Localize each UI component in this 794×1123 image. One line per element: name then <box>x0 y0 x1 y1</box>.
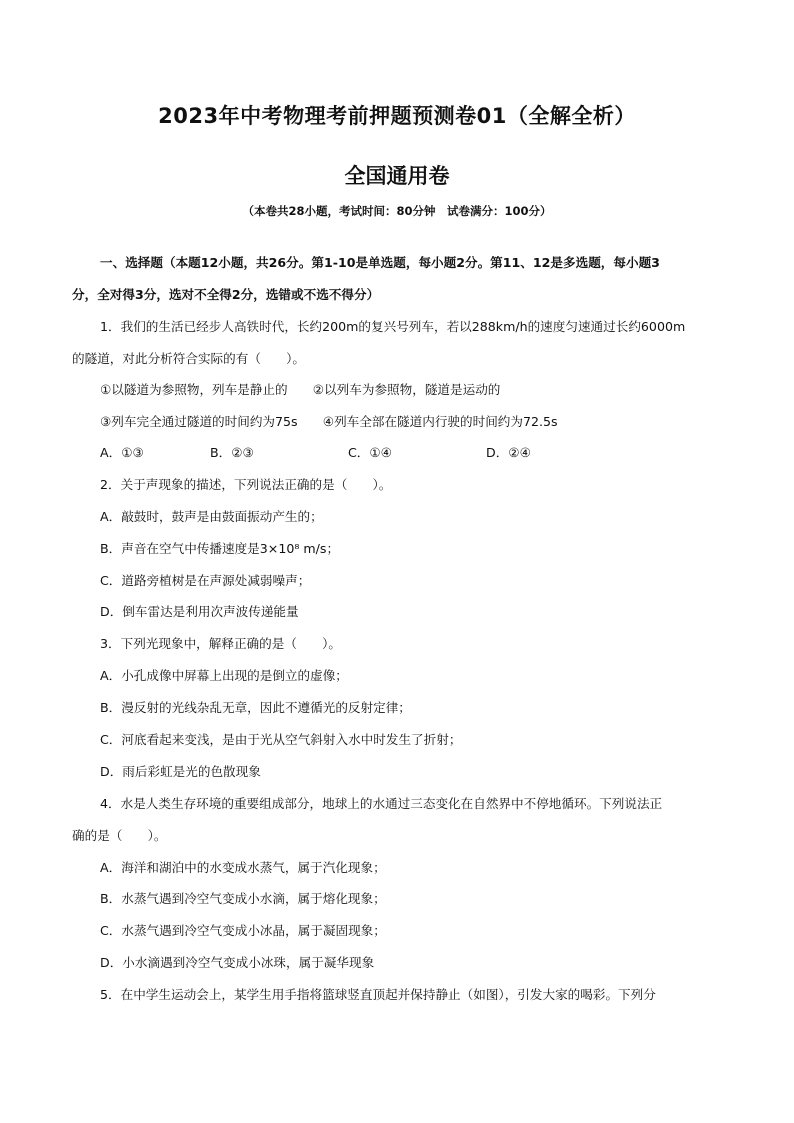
exam-info: （本卷共28小题，考试时间：80分钟 试卷满分：100分） <box>242 204 552 218</box>
option-c: C．①④ <box>348 445 392 460</box>
question-1-statements-2: ③列车完全通过隧道的时间约为75s ④列车全部在隧道内行驶的时间约为72.5s <box>100 414 558 429</box>
option-b: B．②③ <box>210 445 254 460</box>
question-4-option-a: A．海洋和湖泊中的水变成水蒸气，属于汽化现象； <box>100 860 386 875</box>
section-heading-line2: 分，全对得3分，选对不全得2分，选错或不选不得分） <box>72 287 380 302</box>
question-1-stem: 1．我们的生活已经步人高铁时代，长约200m的复兴号列车，若以288km/h的速度匀速通过长约6000m <box>100 319 686 334</box>
question-3-option-d: D．雨后彩虹是光的色散现象 <box>100 764 261 779</box>
page-subtitle: 全国通用卷 <box>344 164 450 188</box>
question-2-option-b: B．声音在空气中传播速度是3×10⁸ m/s； <box>100 541 340 556</box>
question-2-option-d: D．倒车雷达是利用次声波传递能量 <box>100 604 299 619</box>
question-3-stem: 3．下列光现象中，解释正确的是（ ）。 <box>100 636 341 651</box>
page-title: 2023年中考物理考前押题预测卷01（全解全析） <box>158 104 636 128</box>
option-a: A．①③ <box>100 445 144 460</box>
question-4-option-b: B．水蒸气遇到冷空气变成小水滴，属于熔化现象； <box>100 891 386 906</box>
question-3-option-a: A．小孔成像中屏幕上出现的是倒立的虚像； <box>100 668 348 683</box>
question-4-stem-cont: 确的是（ ）。 <box>72 828 167 843</box>
question-1-options <box>100 442 700 460</box>
question-4-option-d: D．小水滴遇到冷空气变成小冰珠，属于凝华现象 <box>100 955 375 970</box>
question-1-statements-1: ①以隧道为参照物，列车是静止的 ②以列车为参照物，隧道是运动的 <box>100 382 501 397</box>
question-2-option-a: A．敲鼓时，鼓声是由鼓面振动产生的； <box>100 509 323 524</box>
section-heading-line1: 一、选择题（本题12小题，共26分。第1-10是单选题，每小题2分。第11、12是多选题，每小题3 <box>100 255 660 270</box>
question-3-option-c: C．河底看起来变浅，是由于光从空气斜射入水中时发生了折射； <box>100 732 462 747</box>
question-4-stem: 4．水是人类生存环境的重要组成部分，地球上的水通过三态变化在自然界中不停地循环。下列说法正 <box>100 796 663 811</box>
question-3-option-b: B．漫反射的光线杂乱无章，因此不遵循光的反射定律； <box>100 700 411 715</box>
question-5-stem: 5．在中学生运动会上，某学生用手指将篮球竖直顶起并保持静止（如图），引发大家的喝彩。下列分 <box>100 987 656 1002</box>
question-2-option-c: C．道路旁植树是在声源处减弱噪声； <box>100 573 311 588</box>
question-2-stem: 2．关于声现象的描述，下列说法正确的是（ ）。 <box>100 477 392 492</box>
question-1-stem-cont: 的隧道，对此分析符合实际的有（ ）。 <box>72 351 305 366</box>
question-4-option-c: C．水蒸气遇到冷空气变成小冰晶，属于凝固现象； <box>100 923 386 938</box>
option-d: D．②④ <box>486 445 531 460</box>
